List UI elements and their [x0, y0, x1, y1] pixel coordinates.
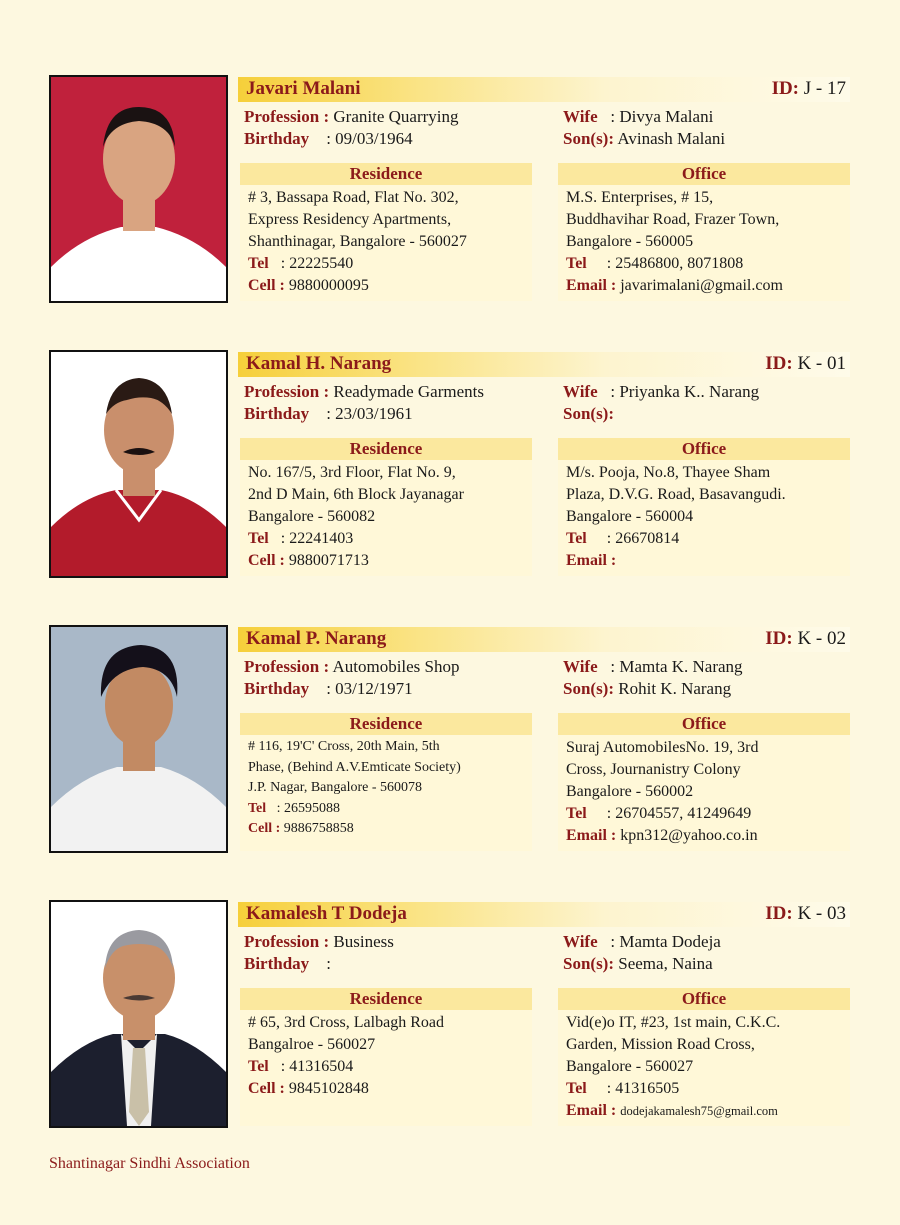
email-link[interactable]: dodejakamalesh75@gmail.com — [620, 1104, 778, 1118]
residence-box — [240, 163, 532, 301]
member-name: Kamal H. Narang — [246, 353, 392, 374]
address-line: # 65, 3rd Cross, Lalbagh Road — [248, 1014, 444, 1031]
residence-box — [240, 438, 532, 576]
tel-row: Tel : 41316504 — [248, 1058, 354, 1075]
email-link[interactable]: javarimalani@gmail.com — [620, 277, 783, 294]
wife-row: Wife : Mamta Dodeja — [563, 932, 721, 951]
address-line: No. 167/5, 3rd Floor, Flat No. 9, — [248, 464, 456, 481]
wife-row: Wife : Mamta K. Narang — [563, 657, 743, 676]
name-bar — [238, 627, 850, 652]
address-line: Suraj AutomobilesNo. 19, 3rd — [566, 739, 759, 756]
member-id: ID: K - 01 — [765, 353, 846, 374]
address-line: 2nd D Main, 6th Block Jayanagar — [248, 486, 464, 503]
name-bar — [238, 902, 850, 927]
residence-box — [240, 713, 532, 851]
profession-row: Profession : Business — [244, 932, 394, 951]
cell-row: Cell : 9845102848 — [248, 1080, 369, 1097]
member-entry — [0, 350, 900, 580]
cell-row: Cell : 9880000095 — [248, 277, 369, 294]
email-link[interactable]: kpn312@yahoo.co.in — [620, 827, 758, 844]
address-line: Vid(e)o IT, #23, 1st main, C.K.C. — [566, 1014, 781, 1031]
office-box — [558, 163, 850, 301]
member-entry — [0, 625, 900, 855]
sons-row: Son(s): Seema, Naina — [563, 954, 713, 973]
address-line: Cross, Journanistry Colony — [566, 761, 741, 778]
address-line: Express Residency Apartments, — [248, 211, 452, 228]
residence-heading: Residence — [240, 988, 532, 1010]
tel-row: Tel : 22225540 — [248, 255, 354, 272]
member-id: ID: K - 03 — [765, 903, 846, 924]
portrait-image — [51, 902, 226, 1126]
office-heading: Office — [558, 163, 850, 185]
footer-association-name: Shantinagar Sindhi Association — [49, 1155, 250, 1172]
office-heading: Office — [558, 713, 850, 735]
office-heading: Office — [558, 438, 850, 460]
office-box — [558, 438, 850, 576]
address-line: M/s. Pooja, No.8, Thayee Sham — [566, 464, 771, 481]
office-heading: Office — [558, 988, 850, 1010]
birthday-row: Birthday : — [244, 954, 331, 973]
member-photo — [49, 900, 228, 1128]
member-name: Kamalesh T Dodeja — [246, 903, 407, 924]
tel-row: Tel : 41316505 — [566, 1080, 680, 1097]
address-line: Bangalore - 560027 — [566, 1058, 694, 1075]
email-row: Email : — [566, 552, 617, 569]
address-line: Garden, Mission Road Cross, — [566, 1036, 755, 1053]
portrait-image — [51, 77, 226, 301]
email-row: Email : dodejakamalesh75@gmail.com — [566, 1102, 778, 1119]
member-photo — [49, 625, 228, 853]
sons-row: Son(s): Rohit K. Narang — [563, 679, 732, 698]
address-line: Bangalroe - 560027 — [248, 1036, 376, 1053]
residence-box — [240, 988, 532, 1126]
address-line: Bangalore - 560082 — [248, 508, 376, 525]
profession-row: Profession : Granite Quarrying — [244, 107, 459, 126]
member-entry — [0, 75, 900, 305]
email-row: Email : javarimalani@gmail.com — [566, 277, 783, 294]
member-id: ID: K - 02 — [765, 628, 846, 649]
member-name: Kamal P. Narang — [246, 628, 387, 649]
address-line: J.P. Nagar, Bangalore - 560078 — [248, 780, 423, 795]
wife-row: Wife : Priyanka K.. Narang — [563, 382, 760, 401]
cell-row: Cell : 9880071713 — [248, 552, 369, 569]
member-id: ID: J - 17 — [771, 78, 846, 99]
profession-row: Profession : Readymade Garments — [244, 382, 484, 401]
tel-row: Tel : 26704557, 41249649 — [566, 805, 752, 822]
office-box — [558, 713, 850, 851]
address-line: # 116, 19'C' Cross, 20th Main, 5th — [248, 739, 440, 754]
address-line: Phase, (Behind A.V.Emticate Society) — [248, 759, 461, 775]
email-row: Email : kpn312@yahoo.co.in — [566, 827, 758, 844]
birthday-row: Birthday : 03/12/1971 — [244, 679, 413, 698]
birthday-row: Birthday : 23/03/1961 — [244, 404, 413, 423]
member-photo — [49, 350, 228, 578]
tel-row: Tel : 26670814 — [566, 530, 680, 547]
name-bar — [238, 77, 850, 102]
sons-row: Son(s): Avinash Malani — [563, 129, 726, 148]
portrait-image — [51, 627, 226, 851]
residence-heading: Residence — [240, 438, 532, 460]
address-line: M.S. Enterprises, # 15, — [566, 189, 714, 206]
member-entry — [0, 900, 900, 1130]
address-line: Shanthinagar, Bangalore - 560027 — [248, 233, 467, 250]
address-line: # 3, Bassapa Road, Flat No. 302, — [248, 189, 459, 206]
birthday-row: Birthday : 09/03/1964 — [244, 129, 413, 148]
profession-row: Profession : Automobiles Shop — [244, 657, 460, 676]
residence-heading: Residence — [240, 163, 532, 185]
member-name: Javari Malani — [246, 78, 361, 99]
member-photo — [49, 75, 228, 303]
cell-row: Cell : 9886758858 — [248, 821, 354, 836]
address-line: Buddhavihar Road, Frazer Town, — [566, 211, 780, 228]
sons-row: Son(s): — [563, 404, 615, 423]
tel-row: Tel : 25486800, 8071808 — [566, 255, 744, 272]
portrait-image — [51, 352, 226, 576]
address-line: Bangalore - 560004 — [566, 508, 694, 525]
tel-row: Tel : 26595088 — [248, 800, 341, 816]
address-line: Plaza, D.V.G. Road, Basavangudi. — [566, 486, 786, 503]
name-bar — [238, 352, 850, 377]
office-box — [558, 988, 850, 1126]
tel-row: Tel : 22241403 — [248, 530, 354, 547]
address-line: Bangalore - 560002 — [566, 783, 694, 800]
residence-heading: Residence — [240, 713, 532, 735]
address-line: Bangalore - 560005 — [566, 233, 694, 250]
wife-row: Wife : Divya Malani — [563, 107, 714, 126]
